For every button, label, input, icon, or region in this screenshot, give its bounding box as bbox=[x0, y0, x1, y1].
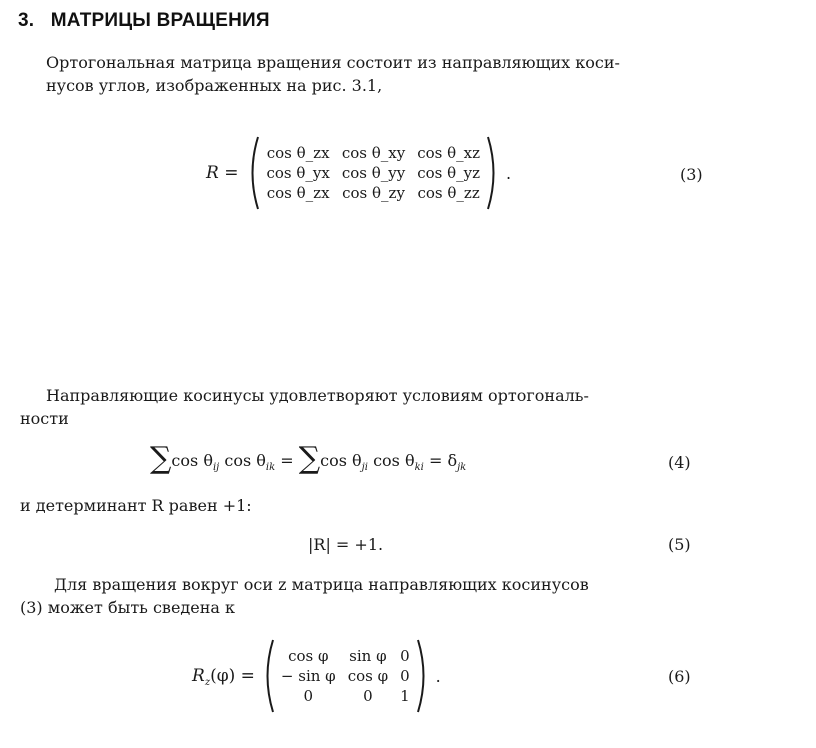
eq6-cell: cos φ bbox=[347, 667, 389, 685]
eq4-sub: jk bbox=[457, 462, 467, 473]
intro-line-2: нусов углов, изображенных на рис. 3.1, bbox=[46, 76, 383, 95]
section-heading bbox=[18, 10, 270, 32]
eq6-row bbox=[275, 646, 416, 666]
eq3-right-paren bbox=[486, 135, 500, 211]
eq6-number: (6) bbox=[668, 667, 691, 686]
equation-4 bbox=[150, 441, 467, 476]
eq5-number: (5) bbox=[668, 535, 691, 554]
eq3-cell: cos θ_xy bbox=[341, 144, 406, 162]
eq6-lhs bbox=[192, 666, 255, 686]
eq6-cell: sin φ bbox=[349, 647, 387, 665]
eq6-lhs-symbol: R bbox=[192, 666, 205, 686]
equation-6 bbox=[192, 638, 441, 714]
eq3-cell: cos θ_zz bbox=[417, 184, 480, 202]
para2-line-2: ности bbox=[20, 409, 69, 428]
equation-3 bbox=[206, 135, 511, 211]
eq3-cell: cos θ_zy bbox=[342, 184, 405, 202]
eq4-sub: ij bbox=[212, 462, 220, 473]
eq6-cell: 1 bbox=[400, 687, 410, 705]
eq4-term: cos θ bbox=[367, 451, 415, 470]
eq3-tail: . bbox=[506, 163, 512, 183]
orthogonality-paragraph bbox=[20, 384, 720, 430]
eq6-row bbox=[275, 666, 416, 686]
intro-line-1: Ортогональная матрица вращения состоит из направляющих коси- bbox=[46, 53, 620, 72]
eq3-left-paren bbox=[246, 135, 260, 211]
rotation-paragraph bbox=[20, 573, 720, 619]
sum-symbol: ∑ bbox=[150, 441, 172, 476]
eq6-cell: − sin φ bbox=[280, 667, 336, 685]
eq4-sub: ik bbox=[265, 462, 276, 473]
eq3-row bbox=[260, 183, 486, 203]
sum-symbol: ∑ bbox=[298, 441, 321, 476]
eq4-equals: = bbox=[275, 451, 299, 470]
eq3-matrix bbox=[260, 143, 486, 203]
eq6-tail: . bbox=[435, 666, 441, 686]
eq6-cell: 0 bbox=[400, 667, 410, 685]
section-title: МАТРИЦЫ ВРАЩЕНИЯ bbox=[50, 10, 270, 31]
eq3-lhs: R = bbox=[206, 163, 239, 183]
eq3-number: (3) bbox=[680, 165, 703, 184]
eq6-left-paren bbox=[261, 638, 275, 714]
eq4-equals-delta: = δ bbox=[423, 451, 458, 470]
eq6-cell: 0 bbox=[400, 647, 410, 665]
eq3-cell: cos θ_yx bbox=[266, 164, 330, 182]
eq6-lhs-arg: (φ) = bbox=[210, 666, 255, 686]
eq6-right-paren bbox=[416, 638, 430, 714]
para4-line-2: (3) может быть сведена к bbox=[20, 598, 236, 617]
eq6-cell: 0 bbox=[363, 687, 373, 705]
eq3-cell: cos θ_xz bbox=[417, 144, 481, 162]
equation-5: |R| = +1. bbox=[308, 535, 384, 554]
eq6-cell: cos φ bbox=[288, 647, 329, 665]
para2-line-1: Направляющие косинусы удовлетворяют условиям ортогональ- bbox=[46, 386, 589, 405]
eq6-lhs-sub: z bbox=[204, 677, 211, 688]
eq4-term: cos θ bbox=[171, 451, 213, 470]
eq3-cell: cos θ_yz bbox=[417, 164, 481, 182]
eq3-cell: cos θ_yy bbox=[341, 164, 406, 182]
eq6-row bbox=[275, 686, 416, 706]
determinant-paragraph: и детерминант R равен +1: bbox=[20, 496, 252, 515]
eq4-number: (4) bbox=[668, 453, 691, 472]
eq6-cell: 0 bbox=[303, 687, 314, 705]
eq4-sub: ki bbox=[414, 462, 424, 473]
section-number: 3. bbox=[18, 10, 35, 31]
eq3-row bbox=[260, 163, 486, 183]
intro-paragraph bbox=[46, 51, 620, 97]
eq4-term: cos θ bbox=[219, 451, 266, 470]
para4-line-1: Для вращения вокруг оси z матрица направляющих косинусов bbox=[54, 575, 589, 594]
eq3-row bbox=[260, 143, 486, 163]
eq4-term: cos θ bbox=[320, 451, 362, 470]
eq6-matrix bbox=[275, 646, 416, 706]
eq3-cell: cos θ_zx bbox=[266, 184, 330, 202]
eq3-cell: cos θ_zx bbox=[266, 144, 330, 162]
eq4-sub: ji bbox=[361, 462, 368, 473]
